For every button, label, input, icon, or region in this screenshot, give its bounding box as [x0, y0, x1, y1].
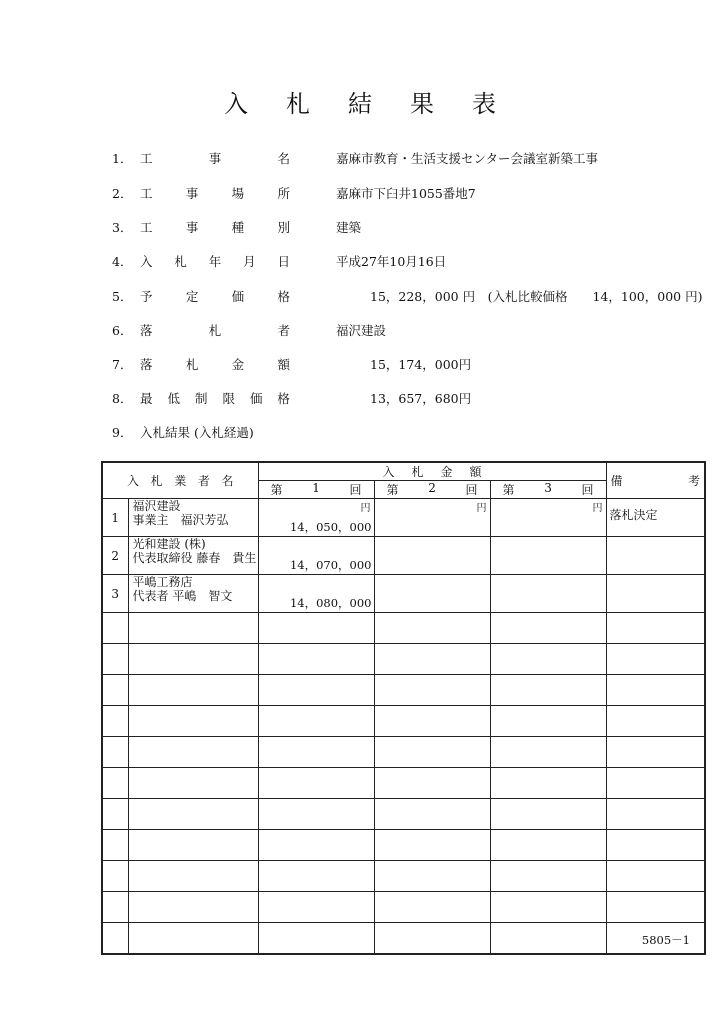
- empty-cell: [102, 675, 128, 706]
- empty-cell: [258, 799, 374, 830]
- item-label-char: 月: [243, 254, 256, 269]
- empty-cell: [606, 861, 705, 892]
- amount-cell: [490, 537, 606, 575]
- item-label-char: 格: [277, 289, 290, 304]
- item-label-char: 価: [231, 289, 245, 304]
- empty-cell: [606, 706, 705, 737]
- item-label: [140, 185, 290, 203]
- item-value: 15，228，000 円 (入札比較価格 14，100，000 円): [370, 289, 703, 304]
- empty-cell: [490, 644, 606, 675]
- empty-cell: [374, 923, 490, 955]
- empty-cell: [102, 799, 128, 830]
- empty-cell: [128, 675, 258, 706]
- item-label-char: 予: [140, 289, 153, 304]
- header-char: 考: [688, 474, 701, 488]
- bid-result-table: [101, 461, 706, 955]
- empty-cell: [606, 675, 705, 706]
- table-row: [102, 537, 705, 575]
- company-name: 福沢建設: [132, 499, 181, 513]
- info-item: [112, 424, 254, 442]
- empty-cell: [128, 799, 258, 830]
- bid-amount: 14，070，000: [289, 558, 372, 572]
- item-number: 8．: [112, 391, 133, 406]
- round-header: [258, 481, 374, 499]
- empty-cell: [606, 644, 705, 675]
- empty-cell: [374, 830, 490, 861]
- item-label-char: 工: [140, 220, 153, 235]
- header-amount: [258, 462, 606, 481]
- yen-unit: 円: [592, 503, 603, 514]
- empty-cell: [374, 675, 490, 706]
- empty-cell: [490, 892, 606, 923]
- info-item: [112, 150, 599, 168]
- title-char: 札: [286, 90, 348, 118]
- round-char: 回: [465, 483, 478, 497]
- item-label-char: 事: [185, 220, 199, 235]
- amount-cell: [374, 499, 490, 537]
- table-row: [102, 575, 705, 613]
- empty-cell: [374, 799, 490, 830]
- info-item: [112, 288, 703, 306]
- empty-cell: [490, 706, 606, 737]
- item-label-char: 制: [194, 391, 208, 406]
- empty-cell: [102, 737, 128, 768]
- company-representative: 代表者 平嶋 智文: [132, 589, 233, 603]
- note-cell: [606, 537, 705, 575]
- round-char: 2: [428, 481, 436, 495]
- item-value: 嘉麻市下臼井1055番地7: [336, 186, 476, 201]
- item-number: 6．: [112, 323, 133, 338]
- item-label-char: 事: [208, 151, 222, 166]
- empty-cell: [258, 830, 374, 861]
- yen-unit: 円: [476, 503, 487, 514]
- item-label-char: 定: [185, 289, 199, 304]
- empty-row: [102, 737, 705, 768]
- company-cell: [128, 499, 258, 537]
- empty-cell: [258, 768, 374, 799]
- empty-cell: [490, 799, 606, 830]
- empty-cell: [374, 861, 490, 892]
- item-label-char: 限: [222, 391, 235, 406]
- info-item: [112, 390, 472, 408]
- empty-cell: [128, 892, 258, 923]
- empty-cell: [258, 923, 374, 955]
- empty-cell: [102, 892, 128, 923]
- company-cell: [128, 575, 258, 613]
- item-label-char: 札: [185, 357, 199, 372]
- empty-cell: [374, 737, 490, 768]
- info-item: [112, 356, 472, 374]
- item-value: 13，657，680円: [370, 391, 472, 406]
- item-number: 3．: [112, 220, 133, 235]
- header-company: [102, 462, 258, 499]
- empty-cell: [606, 768, 705, 799]
- empty-cell: [102, 768, 128, 799]
- company-representative: 代表取締役 藤春 貴生: [132, 551, 257, 565]
- info-item: [112, 185, 476, 203]
- empty-cell: [128, 830, 258, 861]
- item-number: 2．: [112, 186, 133, 201]
- empty-cell: [128, 613, 258, 644]
- header-char: 札: [411, 465, 424, 479]
- row-number: 2: [102, 537, 128, 575]
- header-note: [606, 462, 705, 499]
- header-char: 備: [610, 474, 623, 488]
- item-number: 9．: [112, 425, 133, 440]
- item-value: 15，174，000円: [370, 357, 472, 372]
- empty-row: [102, 892, 705, 923]
- item-label: [140, 219, 290, 237]
- round-char: 第: [386, 483, 399, 497]
- empty-row: [102, 613, 705, 644]
- item-value: 嘉麻市教育・生活支援センター会議室新築工事: [336, 151, 599, 166]
- empty-cell: [374, 892, 490, 923]
- item-value: 平成27年10月16日: [336, 254, 447, 269]
- round-char: 第: [502, 483, 515, 497]
- yen-unit: 円: [360, 503, 371, 514]
- row-number: 3: [102, 575, 128, 613]
- item-number: 5．: [112, 289, 133, 304]
- info-item: [112, 322, 387, 340]
- item-label-char: 価: [249, 391, 263, 406]
- empty-cell: [374, 768, 490, 799]
- empty-cell: [102, 830, 128, 861]
- empty-cell: [606, 799, 705, 830]
- empty-cell: [490, 861, 606, 892]
- header-char: 札: [150, 474, 163, 488]
- item-label-char: 事: [185, 186, 199, 201]
- item-label-char: 日: [277, 254, 290, 269]
- empty-cell: [258, 706, 374, 737]
- item-label-char: 名: [277, 151, 290, 166]
- empty-cell: [128, 923, 258, 955]
- note-cell: [606, 575, 705, 613]
- item-value: 建築: [336, 220, 362, 235]
- round-char: 回: [349, 483, 362, 497]
- header-char: 入: [127, 474, 140, 488]
- item-label: [140, 150, 290, 168]
- empty-cell: [258, 613, 374, 644]
- round-char: 第: [270, 483, 283, 497]
- amount-cell: [258, 499, 374, 537]
- title-char: 結: [348, 90, 410, 118]
- empty-row: [102, 923, 705, 955]
- note-cell: 落札決定: [606, 499, 705, 537]
- item-label: [140, 322, 290, 340]
- empty-cell: [374, 706, 490, 737]
- amount-cell: [490, 575, 606, 613]
- item-label-char: 工: [140, 151, 153, 166]
- amount-cell: [258, 537, 374, 575]
- document-title: [0, 84, 720, 119]
- empty-cell: [490, 830, 606, 861]
- item-number: 4．: [112, 254, 133, 269]
- item-label-char: 最: [140, 391, 153, 406]
- empty-cell: [606, 892, 705, 923]
- item-label-char: 年: [208, 254, 222, 269]
- empty-cell: [374, 613, 490, 644]
- empty-cell: [258, 675, 374, 706]
- empty-cell: [128, 644, 258, 675]
- empty-cell: [258, 892, 374, 923]
- round-char: 3: [544, 481, 552, 495]
- empty-cell: [606, 613, 705, 644]
- item-label-char: 種: [231, 220, 245, 235]
- empty-cell: [606, 830, 705, 861]
- empty-row: [102, 861, 705, 892]
- bid-amount: 14，080，000: [289, 596, 372, 610]
- empty-cell: [102, 613, 128, 644]
- empty-cell: [490, 675, 606, 706]
- page-number: 5805－1: [641, 933, 690, 947]
- empty-cell: [102, 706, 128, 737]
- empty-cell: [374, 644, 490, 675]
- header-char: 金: [440, 465, 453, 479]
- table-row: [102, 499, 705, 537]
- company-cell: [128, 537, 258, 575]
- empty-cell: [102, 644, 128, 675]
- empty-row: [102, 830, 705, 861]
- item-label: [140, 288, 290, 306]
- bid-amount: 14，050，000: [289, 520, 372, 534]
- item-label-char: 札: [208, 323, 222, 338]
- info-item: [112, 219, 362, 237]
- company-representative: 事業主 福沢芳弘: [132, 513, 229, 527]
- amount-cell: [374, 537, 490, 575]
- round-header: [490, 481, 606, 499]
- empty-cell: [606, 737, 705, 768]
- empty-cell: [490, 613, 606, 644]
- header-char: 業: [174, 474, 187, 488]
- empty-cell: [102, 923, 128, 955]
- item-label: [140, 253, 290, 271]
- item-value: 福沢建設: [336, 323, 387, 338]
- empty-row: [102, 799, 705, 830]
- empty-row: [102, 644, 705, 675]
- empty-row: [102, 768, 705, 799]
- item-label-char: 所: [277, 186, 290, 201]
- header-char: 者: [197, 474, 210, 488]
- title-char: 表: [472, 90, 534, 118]
- title-char: 入: [224, 90, 286, 118]
- empty-cell: [490, 737, 606, 768]
- company-name: 平嶋工務店: [132, 575, 193, 589]
- item-label-char: 低: [167, 391, 180, 406]
- empty-cell: [128, 737, 258, 768]
- item-label: [140, 390, 290, 408]
- round-char: 回: [581, 483, 594, 497]
- item-label-char: 工: [140, 186, 153, 201]
- item-label-char: 金: [231, 357, 245, 372]
- empty-cell: [258, 737, 374, 768]
- empty-cell: [128, 861, 258, 892]
- empty-cell: [490, 923, 606, 955]
- item-number: 7．: [112, 357, 133, 372]
- item-label-char: 者: [277, 323, 290, 338]
- empty-cell: [102, 861, 128, 892]
- empty-cell: [128, 768, 258, 799]
- header-char: 名: [221, 474, 234, 488]
- amount-cell: [258, 575, 374, 613]
- item-label: [140, 356, 290, 374]
- amount-cell: [374, 575, 490, 613]
- empty-cell: [128, 706, 258, 737]
- amount-cell: [490, 499, 606, 537]
- empty-cell: [490, 768, 606, 799]
- header-char: 額: [469, 465, 482, 479]
- empty-cell: [258, 644, 374, 675]
- item-label-char: 額: [277, 357, 290, 372]
- row-number: 1: [102, 499, 128, 537]
- empty-row: [102, 706, 705, 737]
- round-header: [374, 481, 490, 499]
- item-label-char: 入: [140, 254, 153, 269]
- item-label-char: 場: [231, 186, 245, 201]
- info-item: [112, 253, 447, 271]
- empty-cell: [258, 861, 374, 892]
- item-number: 1．: [112, 151, 133, 166]
- item-label-char: 札: [174, 254, 187, 269]
- header-char: 入: [382, 465, 395, 479]
- empty-row: [102, 675, 705, 706]
- item-label: 入札結果 (入札経過): [140, 425, 254, 440]
- item-label-char: 格: [277, 391, 290, 406]
- item-label-char: 落: [140, 323, 153, 338]
- company-name: 光和建設 (株): [132, 537, 206, 551]
- round-char: 1: [312, 481, 320, 495]
- title-char: 果: [410, 90, 472, 118]
- item-label-char: 落: [140, 357, 153, 372]
- item-label-char: 別: [277, 220, 290, 235]
